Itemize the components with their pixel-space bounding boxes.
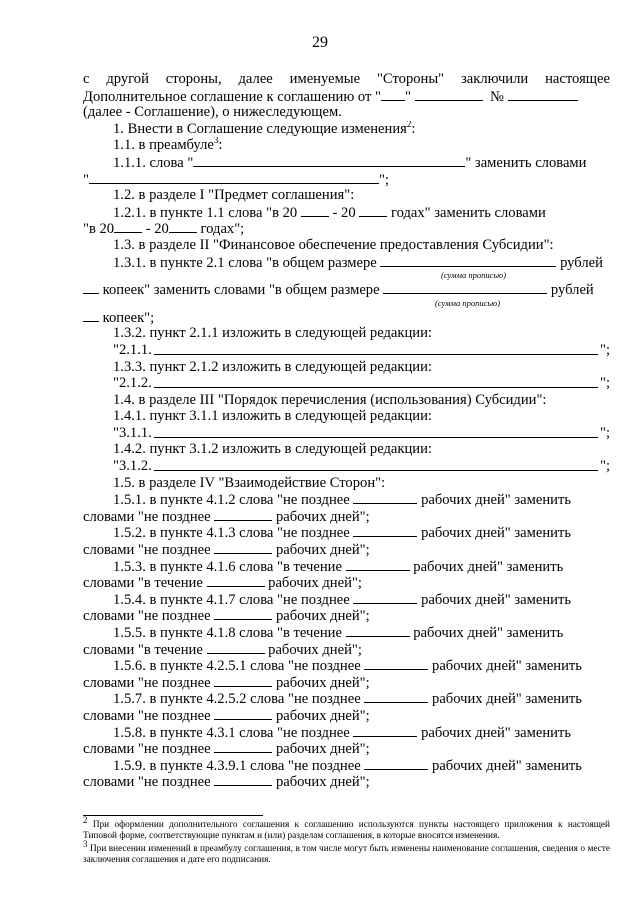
text-line <box>83 641 610 658</box>
agreement-number-blank[interactable] <box>508 88 578 101</box>
clause-text: рабочих дней" заменить <box>432 691 582 707</box>
days-blank[interactable] <box>214 707 272 720</box>
footnote <box>83 815 611 843</box>
clause-text: - 20 <box>145 221 169 237</box>
amount-hint: (сумма прописью) <box>435 297 501 308</box>
clause-text: "3.1.1. <box>113 424 152 441</box>
clause-text: рабочих дней"; <box>275 774 370 790</box>
date-day-blank[interactable] <box>381 88 405 101</box>
days-blank[interactable] <box>364 757 428 770</box>
kopeck-blank[interactable] <box>83 281 99 294</box>
text-line <box>83 558 610 575</box>
text-line <box>83 375 610 392</box>
text-line <box>83 309 610 326</box>
clause-text: 1.5.6. в пункте 4.2.5.1 слова "не позднее <box>113 658 361 674</box>
text-line <box>83 220 610 237</box>
word: стороны, <box>165 71 222 87</box>
footnote-ref: 3 <box>213 137 219 146</box>
text-line: 1.4. в разделе III "Порядок перечисления (использования) Субсидии": <box>113 391 547 408</box>
clause-text: словами "не позднее <box>83 608 211 624</box>
clause-text: 1.5.2. в пункте 4.1.3 слова "не позднее <box>113 525 350 542</box>
clause-text: словами "не позднее <box>83 774 211 790</box>
clause-text: рабочих дней"; <box>275 707 370 724</box>
days-blank[interactable] <box>214 773 272 786</box>
text-line <box>83 204 610 221</box>
clause-text: рабочих дней"; <box>268 641 362 658</box>
text-line: 1.4.1. пункт 3.1.1 изложить в следующей редакции: <box>113 408 432 425</box>
text-blank[interactable] <box>154 458 598 471</box>
text-line <box>83 740 610 757</box>
clause-text: рабочих дней"; <box>275 608 370 624</box>
clause-text: рабочих дней" заменить <box>413 625 564 641</box>
clause-text: 1.5.9. в пункте 4.3.9.1 слова "не позднее <box>113 757 361 774</box>
clause-text: 1.5.3. в пункте 4.1.6 слова "в течение <box>113 558 342 575</box>
clause-text: " заменить словами <box>465 154 587 171</box>
clause-text: "2.1.1. <box>113 341 152 358</box>
page-number: 29 <box>312 34 328 51</box>
amount-blank[interactable] <box>383 281 547 294</box>
footnote-mark: 3 <box>83 838 88 849</box>
year-blank[interactable] <box>359 204 387 217</box>
quote-mark: " <box>405 88 411 105</box>
text-line <box>83 591 610 608</box>
text-line <box>83 121 610 138</box>
footnote-mark: 2 <box>83 815 88 825</box>
clause-text: 1.5.8. в пункте 4.3.1 слова "не позднее <box>113 724 350 741</box>
days-blank[interactable] <box>353 524 417 537</box>
footnote-text: При внесении изменений в преамбулу соглашения, в том числе могут быть изменены наименование соглашения, сведения о месте заключения соглашения и дате его подписания. <box>83 843 610 865</box>
word: заключили <box>461 71 529 87</box>
clause-text: 1.5.1. в пункте 4.1.2 слова "не позднее <box>113 492 350 508</box>
text-line <box>83 624 610 641</box>
footnote-ref: 2 <box>406 120 412 129</box>
text-line <box>83 707 610 724</box>
clause-text: словами "не позднее <box>83 741 211 757</box>
clause-text: 1. Внести в Соглашение следующие изменения <box>113 120 407 137</box>
text-blank[interactable] <box>154 342 598 355</box>
days-blank[interactable] <box>364 657 428 670</box>
days-blank[interactable] <box>353 591 417 604</box>
punct: : <box>411 120 416 137</box>
footnote-text: При оформлении дополнительного соглашения к соглашению используются пункты настоящего приложения к настоящей Типовой форме, соответствующие пунктам и (или) разделам соглашения, в которые вносятся изменения. <box>83 820 611 842</box>
clause-text: рабочих дней"; <box>275 542 370 558</box>
clause-text: рабочих дней" заменить <box>421 591 572 608</box>
text-line <box>83 154 610 171</box>
clause-text: рабочих дней"; <box>275 508 370 525</box>
text-line <box>83 491 610 508</box>
punct: "; <box>378 171 389 188</box>
text-line: (далее - Соглашение), о нижеследующем. <box>83 104 342 121</box>
clause-text: 1.2.1. в пункте 1.1 слова "в 20 <box>113 204 298 221</box>
word: с <box>83 71 90 87</box>
text-blank[interactable] <box>193 154 465 167</box>
kopeck-blank[interactable] <box>83 309 99 322</box>
amount-blank[interactable] <box>380 254 556 267</box>
year-blank[interactable] <box>301 204 329 217</box>
document-body <box>83 71 610 790</box>
word: далее <box>238 71 273 87</box>
footnote-divider <box>83 815 263 816</box>
days-blank[interactable] <box>214 740 272 753</box>
clause-text: рабочих дней" заменить <box>421 492 572 508</box>
text-line <box>83 724 610 741</box>
text-line <box>83 458 610 475</box>
number-sign: № <box>489 88 504 105</box>
clause-text: словами "не позднее <box>83 508 211 525</box>
text-line <box>83 541 610 558</box>
clause-text: копеек"; <box>102 309 155 326</box>
quote-mark: " <box>83 171 89 188</box>
days-blank[interactable] <box>207 574 265 587</box>
text-line: 1.3.2. пункт 2.1.1 изложить в следующей редакции: <box>113 325 432 342</box>
clause-text: 1.5.7. в пункте 4.2.5.2 слова "не позднее <box>113 691 361 707</box>
days-blank[interactable] <box>207 641 265 654</box>
clause-text: рабочих дней" заменить <box>421 525 572 542</box>
punct: "; <box>599 375 610 392</box>
text-line <box>83 425 610 442</box>
clause-text: 1.5.5. в пункте 4.1.8 слова "в течение <box>113 625 342 641</box>
hint-line <box>83 270 610 281</box>
clause-text: словами "не позднее <box>83 542 211 558</box>
clause-text: словами "в течение <box>83 641 203 658</box>
footnote <box>83 838 610 867</box>
year-blank[interactable] <box>114 220 142 233</box>
text-line <box>83 607 610 624</box>
hint-line <box>83 298 610 309</box>
clause-text: рабочих дней"; <box>275 741 370 757</box>
clause-text: рабочих дней" заменить <box>413 558 564 575</box>
punct: "; <box>599 341 610 358</box>
clause-text: "в 20 <box>83 221 115 237</box>
date-month-blank[interactable] <box>415 88 483 101</box>
clause-text: словами "не позднее <box>83 674 211 691</box>
punct: : <box>218 137 223 154</box>
punct: "; <box>599 424 610 441</box>
clause-text: годах" заменить словами <box>390 204 546 221</box>
text-line <box>83 254 610 271</box>
clause-text: 1.3.1. в пункте 2.1 слова "в общем размере <box>113 254 377 271</box>
clause-text: рублей <box>550 282 594 298</box>
clause-text: рабочих дней" заменить <box>421 724 572 741</box>
clause-text: "3.1.2. <box>113 458 152 475</box>
clause-text: 1.1.1. слова " <box>113 154 194 171</box>
days-blank[interactable] <box>214 674 272 687</box>
days-blank[interactable] <box>214 607 272 620</box>
days-blank[interactable] <box>353 724 417 737</box>
clause-text: рабочих дней"; <box>268 575 362 591</box>
clause-text: словами "не позднее <box>83 707 211 724</box>
days-blank[interactable] <box>353 491 417 504</box>
clause-text: "2.1.2. <box>113 375 152 392</box>
clause-text: 1.5.4. в пункте 4.1.7 слова "не позднее <box>113 591 350 608</box>
clause-text: годах"; <box>200 221 245 237</box>
clause-text: 1.1. в преамбуле <box>113 137 214 154</box>
clause-text: - 20 <box>332 204 356 221</box>
text-line <box>83 508 610 525</box>
text-line <box>83 88 610 105</box>
clause-text: словами "в течение <box>83 575 203 591</box>
text-line <box>83 574 610 591</box>
clause-text: рублей <box>560 254 603 271</box>
days-blank[interactable] <box>346 558 410 571</box>
text-line <box>83 171 610 188</box>
deadline-items <box>83 491 610 790</box>
clause-text: рабочих дней" заменить <box>432 757 582 774</box>
text-line <box>83 71 610 88</box>
year-blank[interactable] <box>169 220 197 233</box>
days-blank[interactable] <box>364 690 428 703</box>
amount-hint: (сумма прописью) <box>441 270 507 281</box>
word: именуемые <box>289 71 361 87</box>
word: другой <box>106 71 149 87</box>
text-blank[interactable] <box>89 171 379 184</box>
text-line <box>83 524 610 541</box>
days-blank[interactable] <box>214 508 272 521</box>
text-line <box>83 657 610 674</box>
text-blank[interactable] <box>154 375 598 388</box>
text-line: 1.2. в разделе I "Предмет соглашения": <box>113 187 355 204</box>
text-line <box>83 342 610 359</box>
agreement-ref-text: Дополнительное соглашение к соглашению от " <box>83 88 382 105</box>
text-line: 1.5. в разделе IV "Взаимодействие Сторон": <box>113 474 386 491</box>
footnotes <box>83 815 611 867</box>
text-line <box>83 757 610 774</box>
text-line: 1.3.3. пункт 2.1.2 изложить в следующей редакции: <box>113 358 432 375</box>
days-blank[interactable] <box>214 541 272 554</box>
text-line <box>83 773 610 790</box>
word: "Стороны" <box>376 71 445 87</box>
text-blank[interactable] <box>154 425 598 438</box>
clause-text: копеек" заменить словами "в общем размере <box>102 282 380 298</box>
text-line <box>83 690 610 707</box>
text-line <box>83 674 610 691</box>
word: настоящее <box>545 71 610 87</box>
punct: "; <box>599 458 610 475</box>
text-line: 1.3. в разделе II "Финансовое обеспечение предоставления Субсидии": <box>113 236 554 253</box>
text-line: 1.4.2. пункт 3.1.2 изложить в следующей редакции: <box>113 441 432 458</box>
clause-text: рабочих дней" заменить <box>432 658 582 674</box>
days-blank[interactable] <box>346 624 410 637</box>
text-line <box>83 281 610 298</box>
text-line <box>83 137 610 154</box>
clause-text: рабочих дней"; <box>275 674 370 691</box>
